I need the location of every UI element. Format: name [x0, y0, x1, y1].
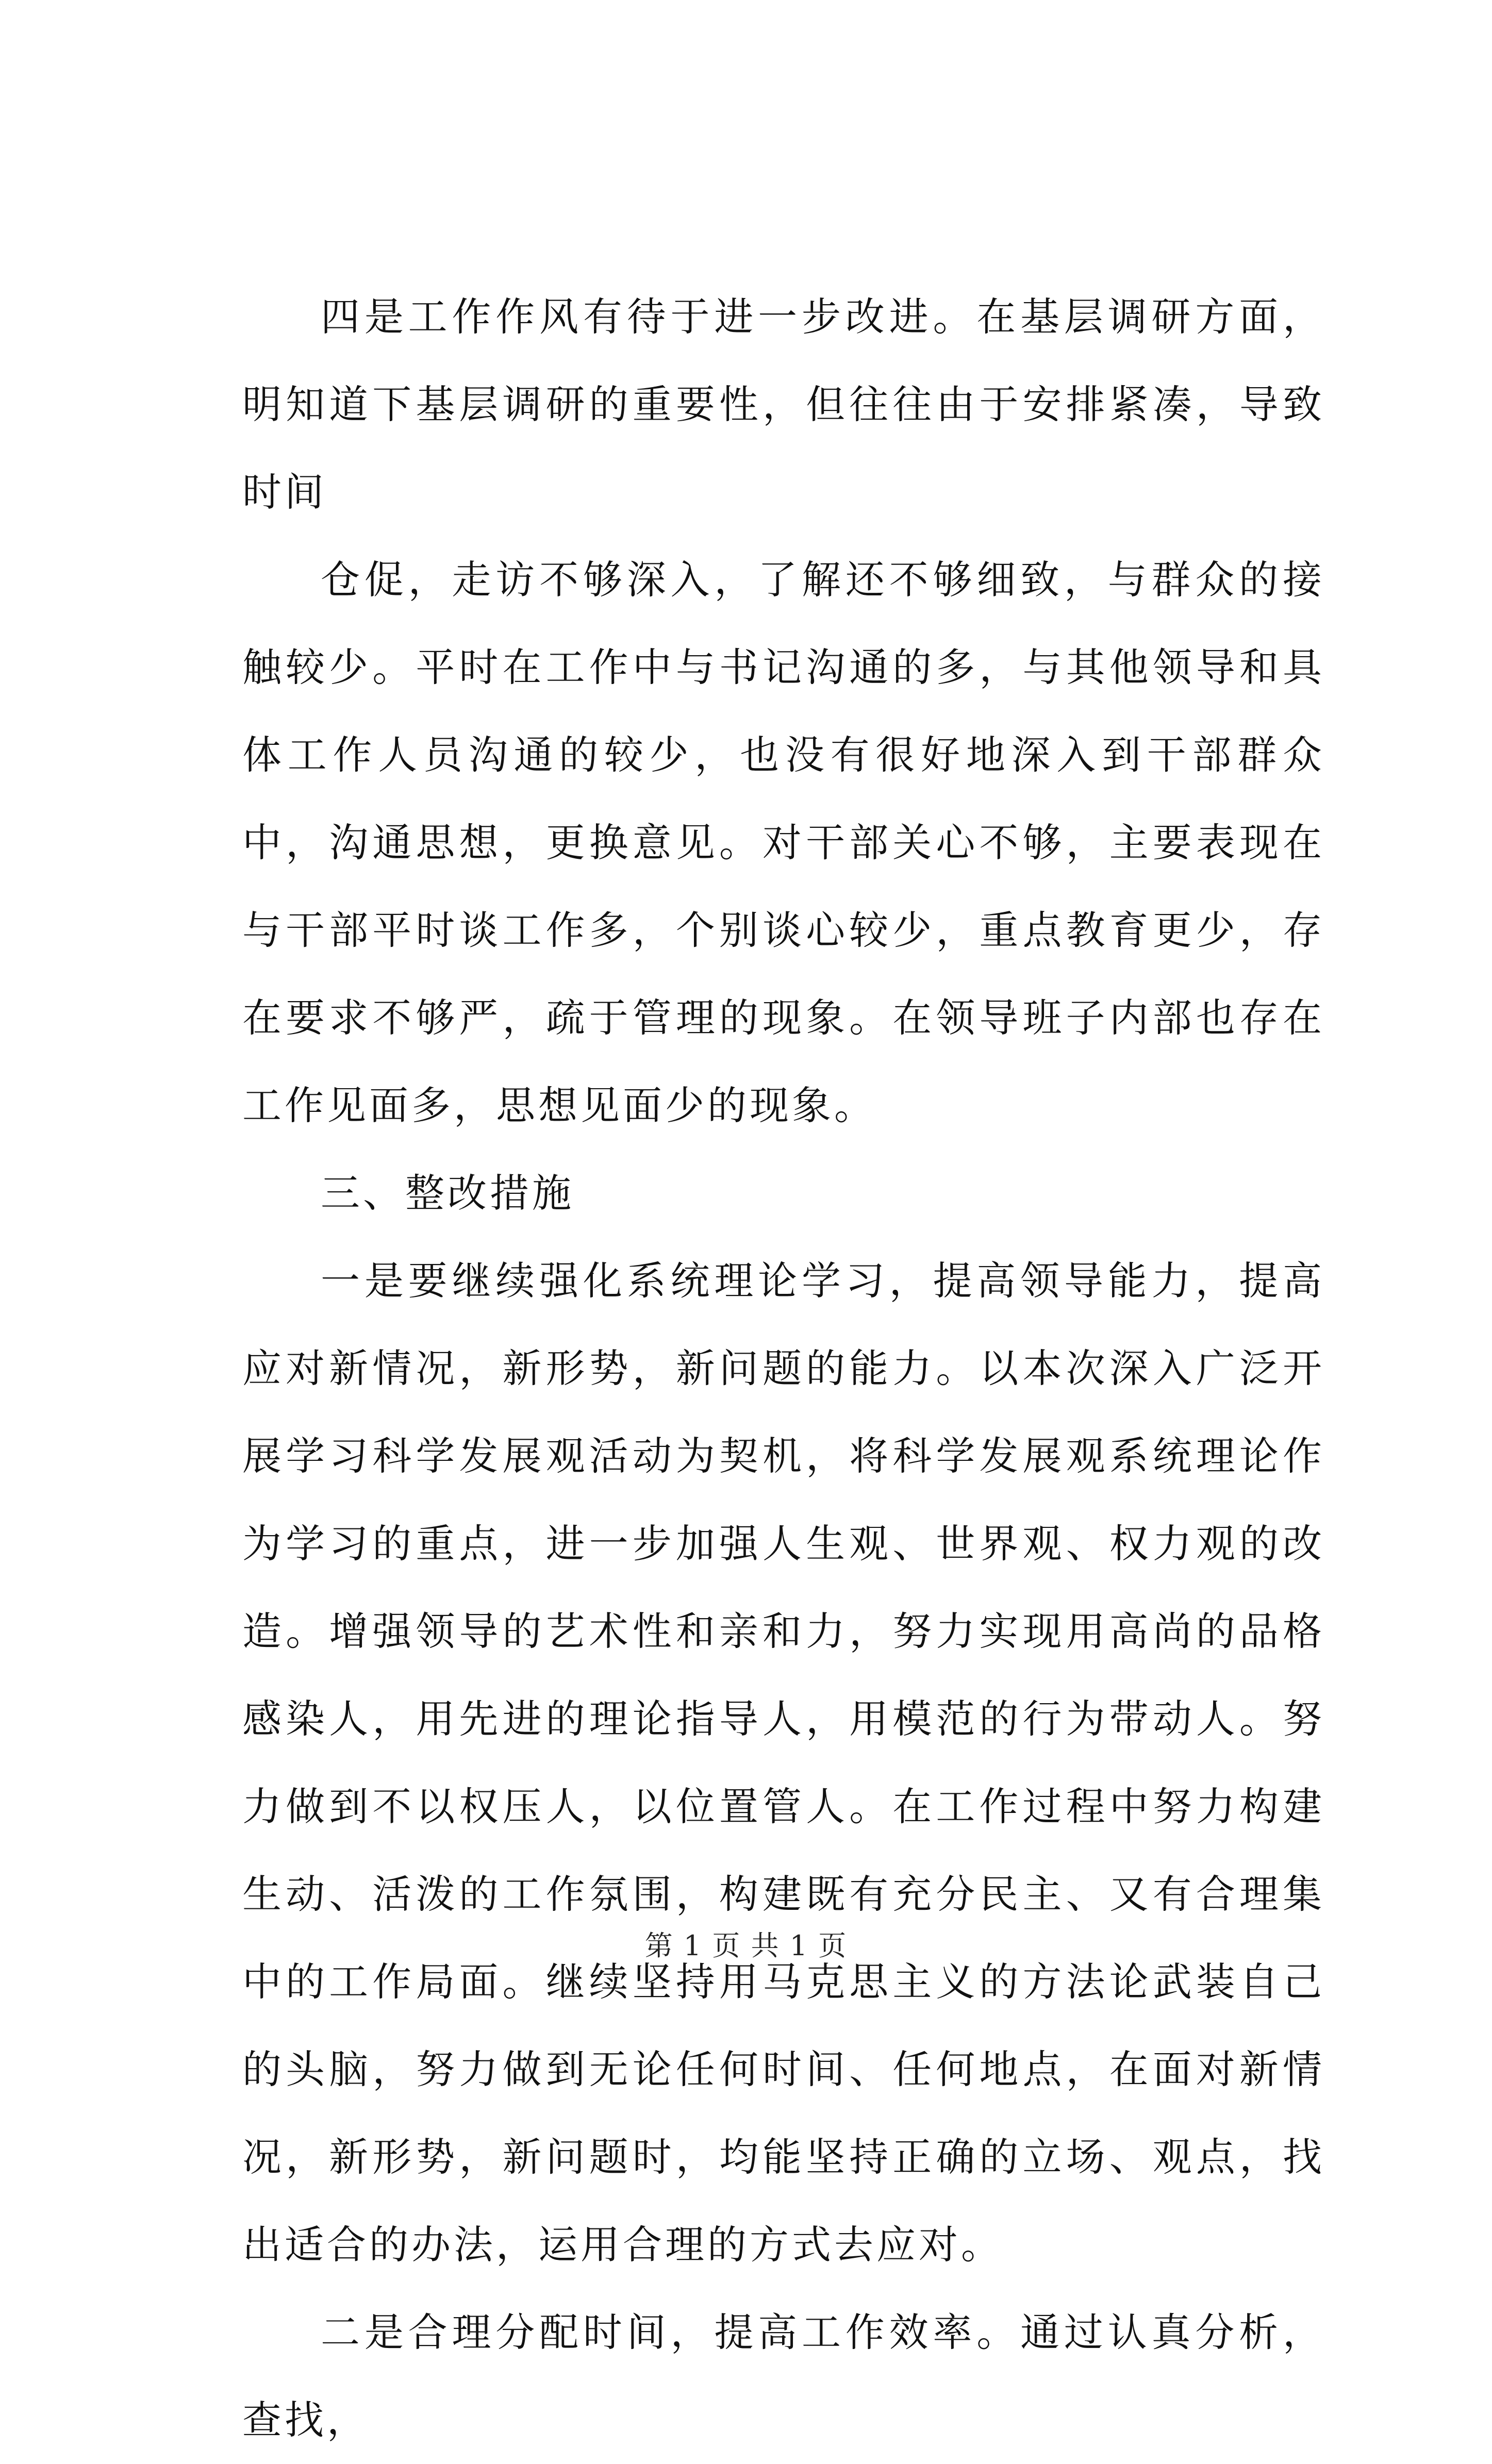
paragraph-measure-one: 一是要继续强化系统理论学习，提高领导能力，提高应对新情况，新形势，新问题的能力。以本次深入广泛开展学习科学发展观活动为契机，将科学发展观系统理论作为学习的重点，进一步加强人生观、世界观、权力观的改造。增强领导的艺术性和亲和力，努力实现用高尚的品格感染人，用先进的理论指导人，用模范的行为带动人。努力做到不以权压人，以位置管人。在工作过程中努力构建生动、活泼的工作氛围，构建既有充分民主、又有合理集中的工作局面。继续坚持用马克思主义的方法论武装自己的头脑，努力做到无论任何时间、任何地点，在面对新情况，新形势，新问题时，均能坚持正确的立场、观点，找出适合的办法，运用合理的方式去应对。: [242, 1258, 1325, 2268]
page-footer: 第 1 页 共 1 页: [644, 1929, 848, 1962]
paragraph-measure-two: 二是合理分配时间，提高工作效率。通过认真分析，查找，: [242, 2309, 1325, 2443]
document-body: [242, 273, 1325, 2464]
section-heading-rectification: 三、整改措施: [321, 1170, 574, 1216]
paragraph-work-style-continued: 仓促，走访不够深入，了解还不够细致，与群众的接触较少。平时在工作中与书记沟通的多，与其他领导和具体工作人员沟通的较少，也没有很好地深入到干部群众中，沟通思想，更换意见。对干部关心不够，主要表现在与干部平时谈工作多，个别谈心较少，重点教育更少，存在要求不够严，疏于管理的现象。在领导班子内部也存在工作见面多，思想见面少的现象。: [242, 557, 1325, 1128]
paragraph-work-style: 四是工作作风有待于进一步改进。在基层调研方面，明知道下基层调研的重要性，但往往由于安排紧凑，导致时间: [242, 294, 1325, 515]
